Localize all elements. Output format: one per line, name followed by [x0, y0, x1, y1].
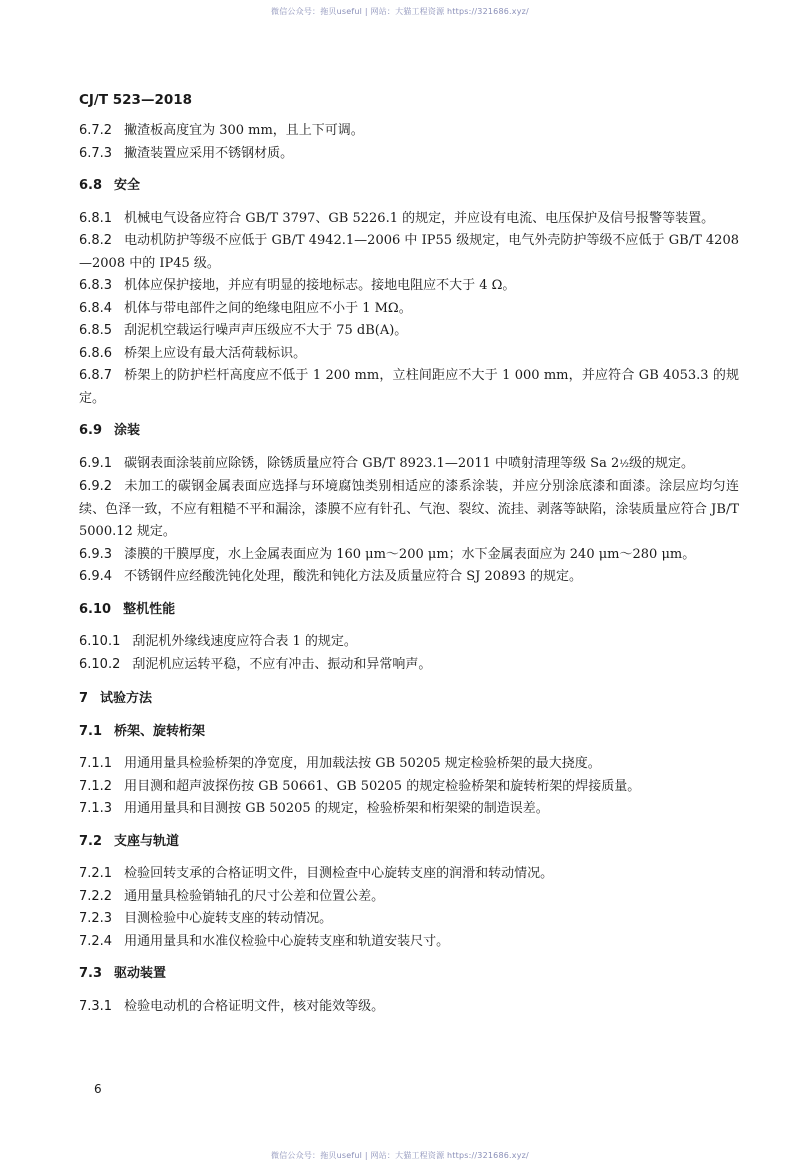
clause-text: 漆膜的干膜厚度，水上金属表面应为 160 μm～200 μm；水下金属表面应为 240 μm～280 μm。 — [124, 546, 696, 562]
section-title: 驱动装置 — [114, 966, 167, 981]
clause-7-2-4 — [79, 931, 739, 954]
section-heading-7-2 — [79, 831, 739, 854]
clause-text: 检验电动机的合格证明文件，核对能效等级。 — [124, 998, 385, 1014]
clause-text: 机体与带电部件之间的绝缘电阻应不小于 1 MΩ。 — [124, 300, 412, 316]
chapter-number: 7 — [79, 691, 89, 706]
clause-number: 6.9.4 — [79, 569, 113, 584]
clause-number: 6.8.4 — [79, 300, 113, 316]
clause-7-1-2 — [79, 776, 739, 799]
clause-number: 6.7.3 — [79, 145, 113, 161]
clause-text: 桥架上的防护栏杆高度应不低于 1 200 mm，立柱间距应不大于 1 000 mm，并应符合 GB 4053.3 的规定。 — [79, 368, 739, 406]
clause-text: 用通用量具检验桥架的净宽度，用加载法按 GB 50205 规定检验桥架的最大挠度。 — [124, 756, 601, 771]
clause-number: 7.1.2 — [79, 778, 113, 794]
clause-text: 桥架上应设有最大活荷载标识。 — [124, 345, 307, 361]
clause-number: 7.1.1 — [79, 756, 113, 771]
clause-7-2-3 — [79, 908, 739, 931]
clause-text: 用目测和超声波探伤按 GB 50661、GB 50205 的规定检验桥架和旋转桁架的焊接质量。 — [124, 778, 641, 794]
clause-text: 撇渣板高度宜为 300 mm，且上下可调。 — [124, 123, 364, 138]
clause-6-9-3 — [79, 544, 739, 567]
section-number: 7.1 — [79, 723, 103, 739]
clause-number: 6.9.1 — [79, 455, 113, 471]
clause-text-continued: 级的规定。 — [628, 455, 694, 471]
clause-6-7-2 — [79, 120, 739, 143]
clause-7-1-3 — [79, 798, 739, 821]
clause-number: 6.8.3 — [79, 278, 113, 293]
standard-id: CJ/T 523—2018 — [79, 92, 193, 108]
clause-6-10-2 — [79, 654, 739, 677]
clause-text: 碳钢表面涂装前应除锈，除锈质量应符合 GB/T 8923.1—2011 中喷射清理等级 Sa 2 — [124, 455, 620, 471]
clause-6-8-3 — [79, 275, 739, 298]
section-title: 支座与轨道 — [114, 833, 180, 849]
chapter-heading-7 — [79, 688, 739, 711]
clause-6-8-6 — [79, 343, 739, 366]
clause-number: 7.3.1 — [79, 998, 113, 1014]
clause-number: 6.8.5 — [79, 323, 113, 338]
clause-number: 6.9.2 — [79, 479, 113, 494]
section-title: 涂装 — [114, 423, 141, 438]
clause-text: 用通用量具和目测按 GB 50205 的规定，检验桥架和桁架梁的制造误差。 — [124, 801, 549, 816]
clause-7-3-1 — [79, 996, 739, 1019]
section-number: 7.3 — [79, 966, 103, 981]
clause-text: 目测检验中心旋转支座的转动情况。 — [124, 911, 333, 926]
clause-text: 刮泥机应运转平稳，不应有冲击、振动和异常响声。 — [132, 656, 432, 672]
clause-6-8-5 — [79, 320, 739, 343]
clause-text: 未加工的碳钢金属表面应选择与环境腐蚀类别相适应的漆系涂装，并应分别涂底漆和面漆。涂层应均匀连续、色泽一致，不应有粗糙不平和漏涂，漆膜不应有针孔、气泡、裂纹、流挂、剥落等缺陷，涂装质量应符合 JB/T 5000.12 规定。 — [79, 479, 739, 539]
clause-text: 电动机防护等级不应低于 GB/T 4942.1—2006 中 IP55 级规定，电气外壳防护等级不应低于 GB/T 4208—2008 中的 IP45 级。 — [79, 233, 739, 271]
clause-6-9-4 — [79, 566, 739, 589]
section-title: 整机性能 — [123, 601, 176, 617]
section-title: 桥架、旋转桁架 — [114, 723, 206, 739]
fraction-half: ½ — [619, 458, 629, 470]
clause-text: 刮泥机空载运行噪声声压级应不大于 75 dB(A)。 — [124, 323, 408, 338]
watermark-bottom: 微信公众号：拖贝useful | 网站：大猫工程资源 https://321686.xyz/ — [271, 1151, 529, 1160]
section-heading-7-1 — [79, 721, 739, 744]
clause-number: 6.8.2 — [79, 233, 113, 248]
clause-number: 7.2.2 — [79, 888, 113, 904]
section-heading-6-8 — [79, 175, 739, 198]
section-heading-7-3 — [79, 963, 739, 986]
chapter-title: 试验方法 — [100, 691, 153, 706]
section-number: 6.8 — [79, 178, 103, 193]
clause-number: 6.8.1 — [79, 210, 113, 226]
section-heading-6-10 — [79, 599, 739, 622]
section-number: 7.2 — [79, 833, 103, 849]
clause-text: 通用量具检验销轴孔的尺寸公差和位置公差。 — [124, 888, 385, 904]
section-heading-6-9 — [79, 420, 739, 443]
section-number: 6.9 — [79, 423, 103, 438]
clause-number: 7.2.4 — [79, 933, 113, 949]
page-number: 6 — [94, 1082, 102, 1096]
clause-7-2-1 — [79, 863, 739, 886]
clause-text: 不锈钢件应经酸洗钝化处理，酸洗和钝化方法及质量应符合 SJ 20893 的规定。 — [124, 569, 582, 584]
clause-text: 检验回转支承的合格证明文件，目测检查中心旋转支座的润滑和转动情况。 — [124, 866, 554, 881]
clause-number: 7.2.3 — [79, 911, 113, 926]
clause-6-7-3 — [79, 143, 739, 166]
watermark-top: 微信公众号：拖贝useful | 网站：大猫工程资源 https://321686.xyz/ — [271, 7, 529, 16]
clause-6-8-4 — [79, 298, 739, 321]
section-number: 6.10 — [79, 601, 112, 617]
clause-number: 6.8.6 — [79, 345, 113, 361]
clause-7-2-2 — [79, 886, 739, 909]
clause-6-8-2 — [79, 230, 739, 275]
clause-text: 撇渣装置应采用不锈钢材质。 — [124, 145, 294, 161]
clause-6-9-2 — [79, 476, 739, 544]
clause-text: 刮泥机外缘线速度应符合表 1 的规定。 — [132, 634, 357, 649]
clause-number: 6.8.7 — [79, 368, 113, 383]
document-body — [79, 120, 739, 1018]
clause-number: 6.9.3 — [79, 546, 113, 562]
clause-number: 7.1.3 — [79, 801, 113, 816]
clause-number: 6.7.2 — [79, 123, 113, 138]
clause-6-9-1 — [79, 453, 739, 477]
clause-text: 机体应保护接地，并应有明显的接地标志。接地电阻应不大于 4 Ω。 — [124, 278, 516, 293]
section-title: 安全 — [114, 178, 141, 193]
clause-text: 用通用量具和水准仪检验中心旋转支座和轨道安装尺寸。 — [124, 933, 450, 949]
clause-number: 6.10.1 — [79, 634, 121, 649]
clause-6-10-1 — [79, 631, 739, 654]
clause-number: 6.10.2 — [79, 656, 121, 672]
clause-7-1-1 — [79, 753, 739, 776]
clause-number: 7.2.1 — [79, 866, 113, 881]
clause-text: 机械电气设备应符合 GB/T 3797、GB 5226.1 的规定，并应设有电流、电压保护及信号报警等装置。 — [124, 210, 715, 226]
clause-6-8-7 — [79, 365, 739, 410]
clause-6-8-1 — [79, 208, 739, 231]
